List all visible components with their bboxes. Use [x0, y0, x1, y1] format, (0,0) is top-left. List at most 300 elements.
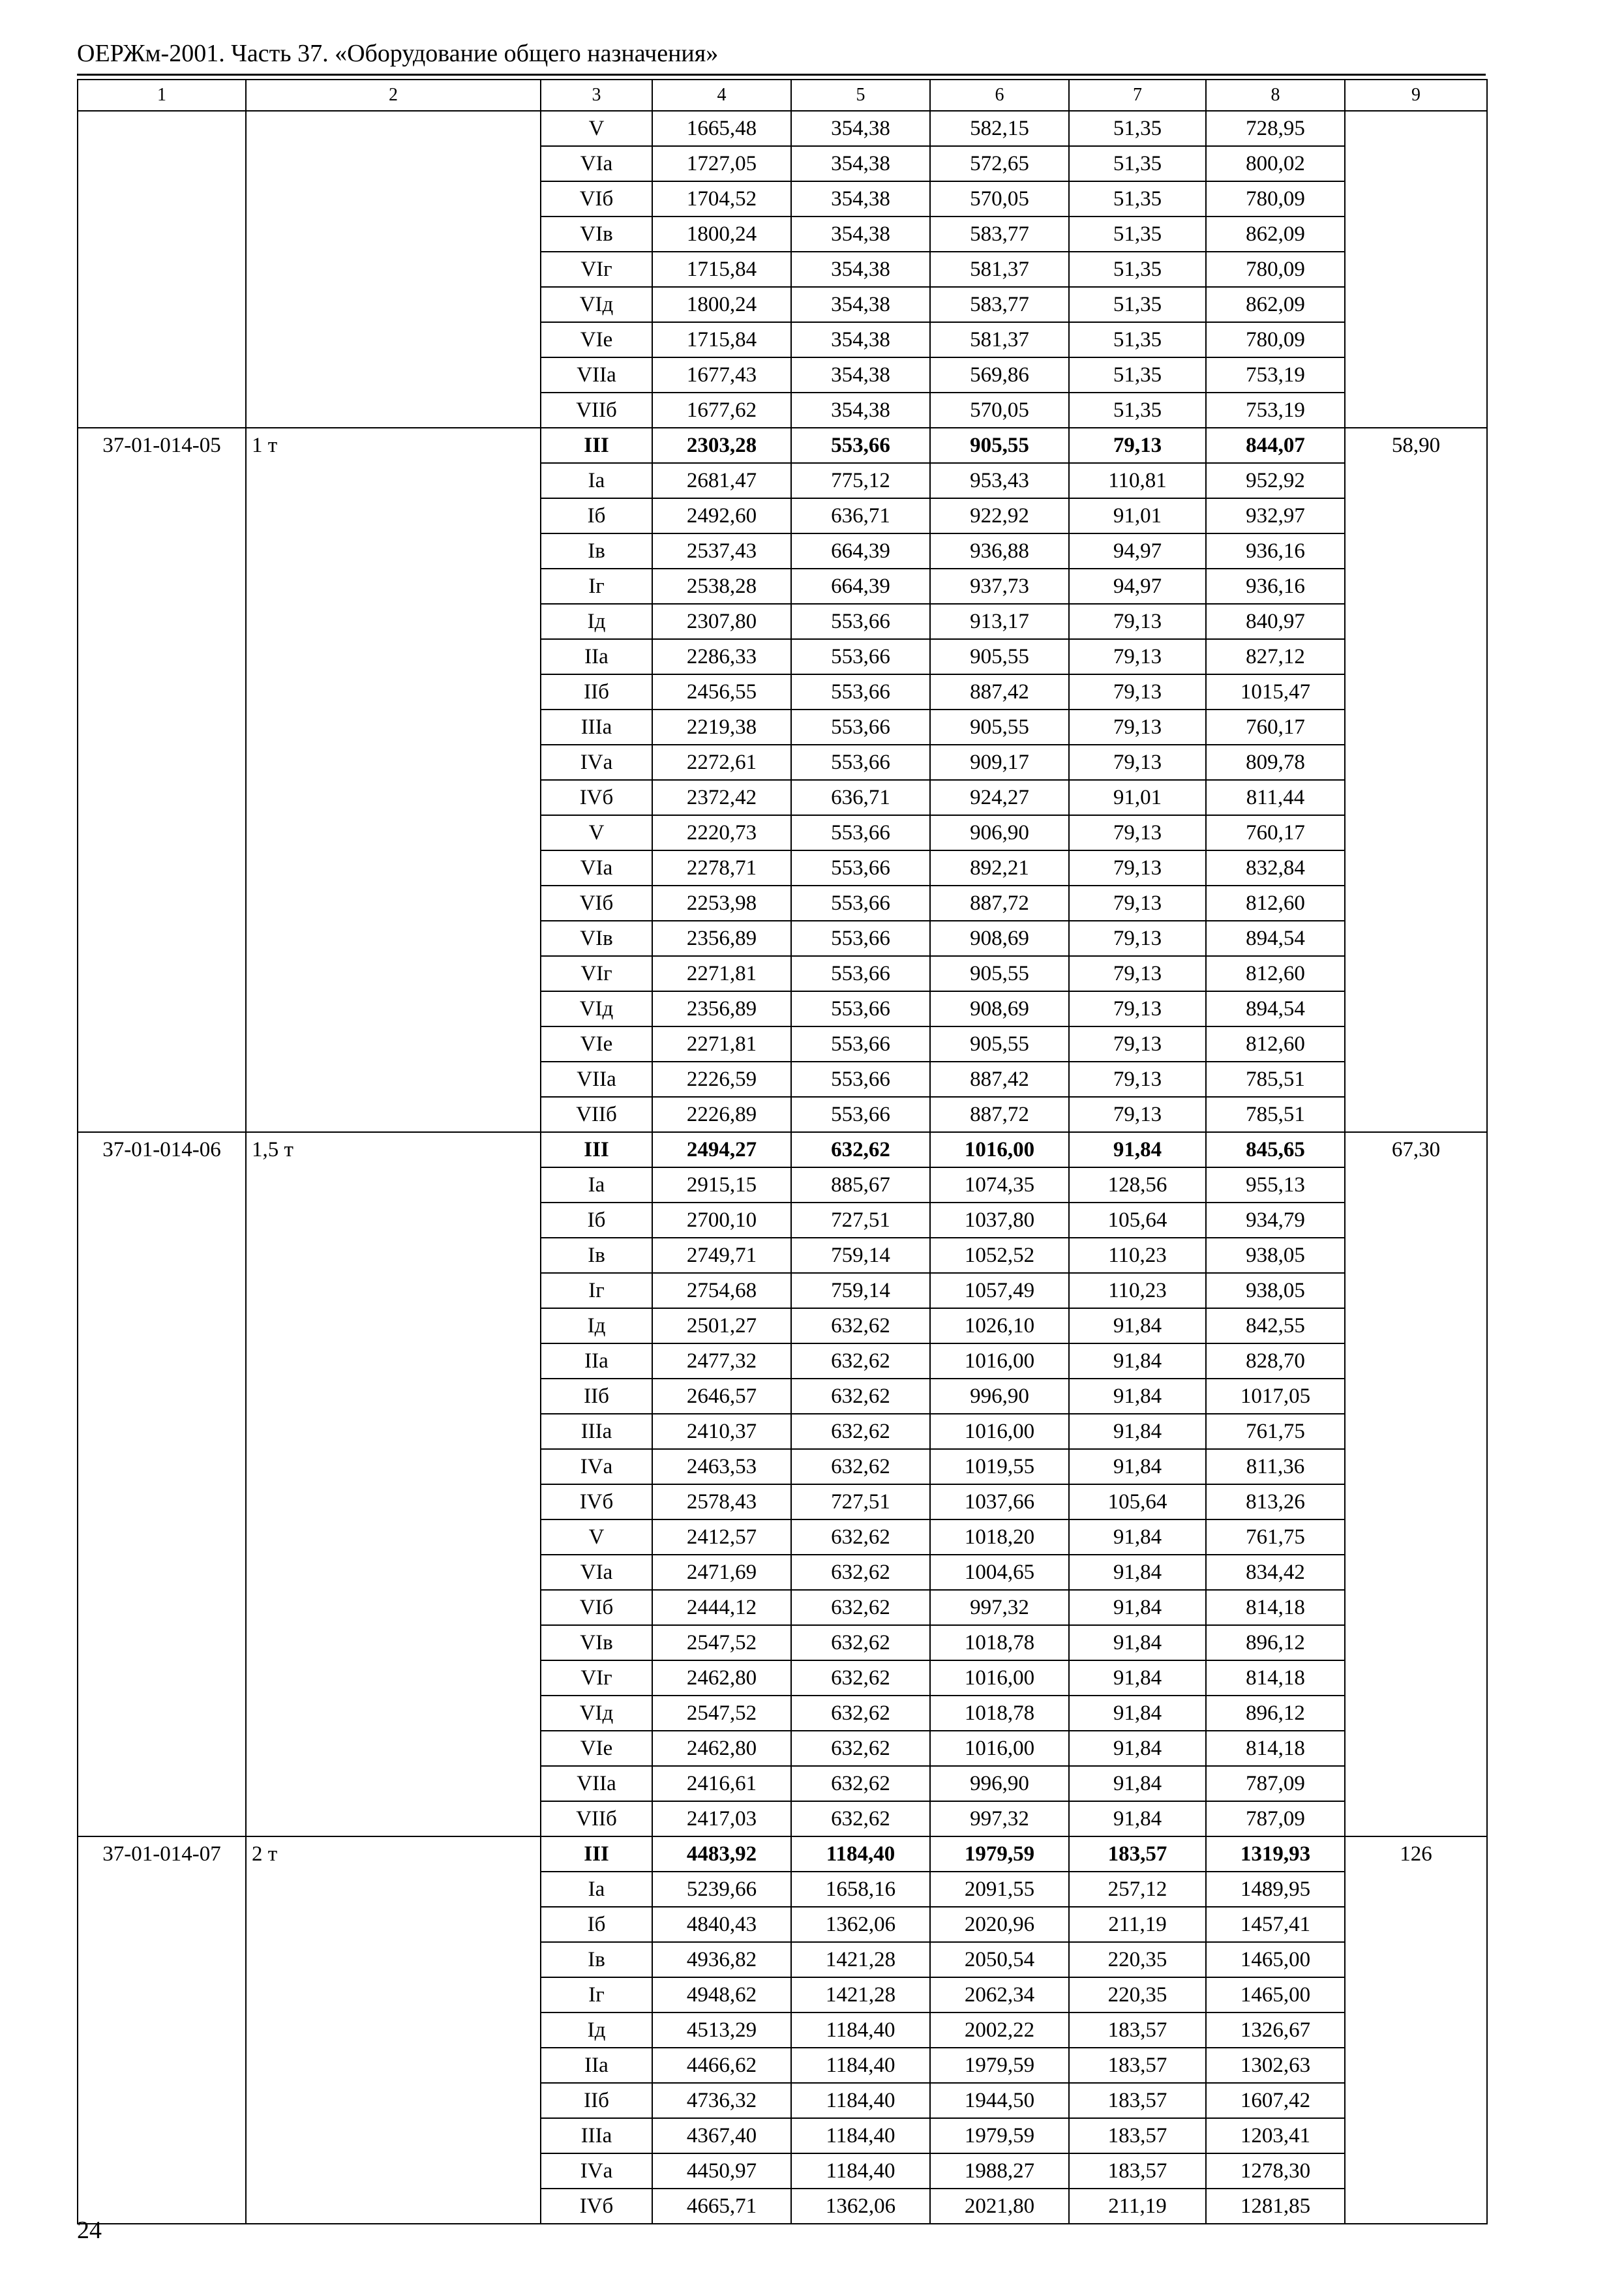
value-cell: 812,60 [1206, 886, 1345, 921]
column-number: 5 [791, 80, 930, 111]
value-cell: 79,13 [1069, 956, 1206, 991]
value-cell: 354,38 [791, 252, 930, 287]
value-cell: 211,19 [1069, 2189, 1206, 2224]
value-cell: 632,62 [791, 1660, 930, 1696]
zone-cell: VIа [541, 850, 652, 886]
value-cell: 800,02 [1206, 146, 1345, 181]
value-cell: 2062,34 [930, 1977, 1069, 2012]
zone-cell: IIа [541, 2048, 652, 2083]
value-cell: 354,38 [791, 357, 930, 393]
value-cell: 1665,48 [652, 111, 791, 146]
value-cell: 2537,43 [652, 533, 791, 569]
value-cell: 905,55 [930, 956, 1069, 991]
value-cell: 79,13 [1069, 921, 1206, 956]
value-cell: 2226,59 [652, 1062, 791, 1097]
value-cell: 91,84 [1069, 1343, 1206, 1379]
value-cell: 1203,41 [1206, 2118, 1345, 2153]
value-cell: 828,70 [1206, 1343, 1345, 1379]
value-cell: 581,37 [930, 322, 1069, 357]
value-cell: 1715,84 [652, 252, 791, 287]
value-cell: 753,19 [1206, 393, 1345, 428]
value-cell: 4367,40 [652, 2118, 791, 2153]
value-cell: 2271,81 [652, 956, 791, 991]
zone-cell: VIг [541, 956, 652, 991]
zone-cell: Iд [541, 604, 652, 639]
zone-cell: VIв [541, 1625, 652, 1660]
value-cell: 354,38 [791, 217, 930, 252]
value-cell: 2253,98 [652, 886, 791, 921]
value-cell: 913,17 [930, 604, 1069, 639]
column-number: 4 [652, 80, 791, 111]
zone-cell: VIд [541, 1696, 652, 1731]
value-cell: 2271,81 [652, 1026, 791, 1062]
value-cell: 2915,15 [652, 1167, 791, 1203]
zone-cell: VIд [541, 991, 652, 1026]
value-cell: 91,84 [1069, 1696, 1206, 1731]
value-cell: 5239,66 [652, 1872, 791, 1907]
value-cell: 632,62 [791, 1379, 930, 1414]
value-cell: 827,12 [1206, 639, 1345, 674]
value-cell: 862,09 [1206, 287, 1345, 322]
value-cell: 1057,49 [930, 1273, 1069, 1308]
value-cell: 809,78 [1206, 745, 1345, 780]
value-cell: 553,66 [791, 674, 930, 710]
value-cell: 2021,80 [930, 2189, 1069, 2224]
zone-cell: V [541, 111, 652, 146]
value-cell: 4450,97 [652, 2153, 791, 2189]
value-cell: 1184,40 [791, 2083, 930, 2118]
value-cell: 94,97 [1069, 533, 1206, 569]
value-cell: 553,66 [791, 815, 930, 850]
value-cell: 953,43 [930, 463, 1069, 498]
column-number: 7 [1069, 80, 1206, 111]
zone-cell: VIIб [541, 1801, 652, 1836]
value-cell: 632,62 [791, 1414, 930, 1449]
zone-cell: Iа [541, 1167, 652, 1203]
value-cell: 885,67 [791, 1167, 930, 1203]
value-cell: 2091,55 [930, 1872, 1069, 1907]
value-cell: 354,38 [791, 181, 930, 217]
value-cell: 91,84 [1069, 1660, 1206, 1696]
zone-cell: VIIб [541, 393, 652, 428]
value-cell: 632,62 [791, 1801, 930, 1836]
value-cell: 79,13 [1069, 674, 1206, 710]
zone-cell: Iа [541, 1872, 652, 1907]
value-cell: 905,55 [930, 639, 1069, 674]
value-cell: 1326,67 [1206, 2012, 1345, 2048]
zone-cell: IIIа [541, 710, 652, 745]
value-cell: 934,79 [1206, 1203, 1345, 1238]
group-col9: 58,90 [1345, 428, 1487, 1132]
value-cell: 91,84 [1069, 1519, 1206, 1555]
value-cell: 1677,43 [652, 357, 791, 393]
value-cell: 632,62 [791, 1343, 930, 1379]
value-cell: 2700,10 [652, 1203, 791, 1238]
value-cell: 2050,54 [930, 1942, 1069, 1977]
zone-cell: VIа [541, 146, 652, 181]
zone-cell: V [541, 815, 652, 850]
value-cell: 938,05 [1206, 1238, 1345, 1273]
value-cell: 896,12 [1206, 1625, 1345, 1660]
value-cell: 1016,00 [930, 1660, 1069, 1696]
value-cell: 4466,62 [652, 2048, 791, 2083]
zone-cell: III [541, 1132, 652, 1167]
value-cell: 105,64 [1069, 1203, 1206, 1238]
value-cell: 632,62 [791, 1308, 930, 1343]
value-cell: 636,71 [791, 498, 930, 533]
value-cell: 1704,52 [652, 181, 791, 217]
group-code: 37-01-014-05 [78, 428, 246, 1132]
value-cell: 1019,55 [930, 1449, 1069, 1484]
value-cell: 354,38 [791, 146, 930, 181]
rates-table-body [78, 80, 1487, 2224]
value-cell: 79,13 [1069, 991, 1206, 1026]
value-cell: 840,97 [1206, 604, 1345, 639]
value-cell: 922,92 [930, 498, 1069, 533]
zone-cell: IIб [541, 2083, 652, 2118]
value-cell: 1362,06 [791, 2189, 930, 2224]
zone-cell: VIа [541, 1555, 652, 1590]
value-cell: 1979,59 [930, 2118, 1069, 2153]
value-cell: 91,01 [1069, 498, 1206, 533]
value-cell: 1800,24 [652, 217, 791, 252]
value-cell: 79,13 [1069, 886, 1206, 921]
value-cell: 632,62 [791, 1132, 930, 1167]
value-cell: 257,12 [1069, 1872, 1206, 1907]
value-cell: 91,84 [1069, 1590, 1206, 1625]
value-cell: 2220,73 [652, 815, 791, 850]
value-cell: 79,13 [1069, 710, 1206, 745]
value-cell: 183,57 [1069, 2048, 1206, 2083]
zone-cell: Iв [541, 1238, 652, 1273]
value-cell: 862,09 [1206, 217, 1345, 252]
value-cell: 581,37 [930, 252, 1069, 287]
page-header-title: ОЕРЖм-2001. Часть 37. «Оборудование общего назначения» [77, 40, 719, 67]
value-cell: 2417,03 [652, 1801, 791, 1836]
value-cell: 91,84 [1069, 1731, 1206, 1766]
value-cell: 1016,00 [930, 1414, 1069, 1449]
value-cell: 845,65 [1206, 1132, 1345, 1167]
zone-cell: IIIа [541, 2118, 652, 2153]
zone-cell: Iа [541, 463, 652, 498]
value-cell: 4948,62 [652, 1977, 791, 2012]
value-cell: 753,19 [1206, 357, 1345, 393]
value-cell: 79,13 [1069, 604, 1206, 639]
value-cell: 814,18 [1206, 1660, 1345, 1696]
value-cell: 553,66 [791, 850, 930, 886]
header-rule [77, 74, 1486, 76]
value-cell: 1184,40 [791, 2118, 930, 2153]
value-cell: 1018,78 [930, 1696, 1069, 1731]
value-cell: 936,88 [930, 533, 1069, 569]
zone-cell: IVа [541, 2153, 652, 2189]
value-cell: 842,55 [1206, 1308, 1345, 1343]
value-cell: 2372,42 [652, 780, 791, 815]
value-cell: 844,07 [1206, 428, 1345, 463]
value-cell: 2754,68 [652, 1273, 791, 1308]
zone-cell: IIа [541, 639, 652, 674]
value-cell: 1184,40 [791, 2012, 930, 2048]
value-cell: 727,51 [791, 1203, 930, 1238]
value-cell: 2307,80 [652, 604, 791, 639]
value-cell: 905,55 [930, 1026, 1069, 1062]
value-cell: 997,32 [930, 1801, 1069, 1836]
value-cell: 110,23 [1069, 1238, 1206, 1273]
value-cell: 894,54 [1206, 921, 1345, 956]
value-cell: 813,26 [1206, 1484, 1345, 1519]
value-cell: 760,17 [1206, 710, 1345, 745]
column-number: 1 [78, 80, 246, 111]
value-cell: 1017,05 [1206, 1379, 1345, 1414]
value-cell: 2501,27 [652, 1308, 791, 1343]
value-cell: 1016,00 [930, 1132, 1069, 1167]
zone-cell: VIIб [541, 1097, 652, 1132]
value-cell: 892,21 [930, 850, 1069, 886]
value-cell: 1037,66 [930, 1484, 1069, 1519]
group-code: 37-01-014-07 [78, 1836, 246, 2224]
zone-cell: VIб [541, 181, 652, 217]
zone-cell: IIб [541, 1379, 652, 1414]
zone-cell: VIв [541, 921, 652, 956]
value-cell: 632,62 [791, 1625, 930, 1660]
zone-cell: Iб [541, 498, 652, 533]
zone-cell: VIе [541, 1026, 652, 1062]
zone-cell: IVа [541, 745, 652, 780]
value-cell: 936,16 [1206, 533, 1345, 569]
value-cell: 79,13 [1069, 1097, 1206, 1132]
value-cell: 1988,27 [930, 2153, 1069, 2189]
value-cell: 2462,80 [652, 1660, 791, 1696]
value-cell: 91,84 [1069, 1555, 1206, 1590]
value-cell: 632,62 [791, 1519, 930, 1555]
value-cell: 91,84 [1069, 1414, 1206, 1449]
value-cell: 887,42 [930, 674, 1069, 710]
value-cell: 583,77 [930, 217, 1069, 252]
value-cell: 1465,00 [1206, 1942, 1345, 1977]
value-cell: 354,38 [791, 393, 930, 428]
zone-cell: IVб [541, 1484, 652, 1519]
value-cell: 1016,00 [930, 1343, 1069, 1379]
value-cell: 79,13 [1069, 1062, 1206, 1097]
value-cell: 1421,28 [791, 1942, 930, 1977]
group-col9: 67,30 [1345, 1132, 1487, 1836]
value-cell: 632,62 [791, 1590, 930, 1625]
value-cell: 832,84 [1206, 850, 1345, 886]
value-cell: 896,12 [1206, 1696, 1345, 1731]
value-cell: 2356,89 [652, 921, 791, 956]
column-number-row [78, 80, 1487, 111]
value-cell: 785,51 [1206, 1062, 1345, 1097]
table-row [78, 111, 1487, 146]
value-cell: 91,84 [1069, 1449, 1206, 1484]
value-cell: 354,38 [791, 111, 930, 146]
value-cell: 570,05 [930, 393, 1069, 428]
zone-cell: V [541, 1519, 652, 1555]
value-cell: 51,35 [1069, 111, 1206, 146]
value-cell: 51,35 [1069, 146, 1206, 181]
value-cell: 761,75 [1206, 1519, 1345, 1555]
value-cell: 2578,43 [652, 1484, 791, 1519]
value-cell: 2002,22 [930, 2012, 1069, 2048]
value-cell: 1015,47 [1206, 674, 1345, 710]
value-cell: 91,84 [1069, 1625, 1206, 1660]
value-cell: 759,14 [791, 1238, 930, 1273]
zone-cell: IVа [541, 1449, 652, 1484]
value-cell: 812,60 [1206, 1026, 1345, 1062]
zone-cell: VIб [541, 1590, 652, 1625]
zone-cell: VIб [541, 886, 652, 921]
zone-cell: IIб [541, 674, 652, 710]
zone-cell: Iв [541, 533, 652, 569]
value-cell: 2412,57 [652, 1519, 791, 1555]
group-name: 1,5 т [246, 1132, 541, 1836]
value-cell: 553,66 [791, 991, 930, 1026]
value-cell: 128,56 [1069, 1167, 1206, 1203]
value-cell: 183,57 [1069, 2153, 1206, 2189]
value-cell: 105,64 [1069, 1484, 1206, 1519]
value-cell: 572,65 [930, 146, 1069, 181]
value-cell: 1026,10 [930, 1308, 1069, 1343]
zone-cell: VIд [541, 287, 652, 322]
value-cell: 932,97 [1206, 498, 1345, 533]
zone-cell: Iд [541, 2012, 652, 2048]
value-cell: 1800,24 [652, 287, 791, 322]
value-cell: 51,35 [1069, 357, 1206, 393]
value-cell: 1489,95 [1206, 1872, 1345, 1907]
zone-cell: VIIа [541, 1062, 652, 1097]
value-cell: 79,13 [1069, 815, 1206, 850]
value-cell: 2681,47 [652, 463, 791, 498]
value-cell: 632,62 [791, 1696, 930, 1731]
value-cell: 4513,29 [652, 2012, 791, 2048]
value-cell: 2226,89 [652, 1097, 791, 1132]
value-cell: 1715,84 [652, 322, 791, 357]
value-cell: 553,66 [791, 1026, 930, 1062]
zone-cell: Iб [541, 1907, 652, 1942]
value-cell: 2547,52 [652, 1625, 791, 1660]
value-cell: 51,35 [1069, 217, 1206, 252]
value-cell: 2278,71 [652, 850, 791, 886]
value-cell: 952,92 [1206, 463, 1345, 498]
value-cell: 183,57 [1069, 1836, 1206, 1872]
zone-cell: VIв [541, 217, 652, 252]
value-cell: 553,66 [791, 1062, 930, 1097]
value-cell: 938,05 [1206, 1273, 1345, 1308]
zone-cell: Iг [541, 569, 652, 604]
value-cell: 814,18 [1206, 1731, 1345, 1766]
value-cell: 1457,41 [1206, 1907, 1345, 1942]
value-cell: 780,09 [1206, 322, 1345, 357]
value-cell: 1281,85 [1206, 2189, 1345, 2224]
zone-cell: IVб [541, 780, 652, 815]
value-cell: 553,66 [791, 921, 930, 956]
column-number: 6 [930, 80, 1069, 111]
value-cell: 4840,43 [652, 1907, 791, 1942]
value-cell: 905,55 [930, 710, 1069, 745]
group-code [78, 111, 246, 428]
value-cell: 664,39 [791, 569, 930, 604]
value-cell: 2286,33 [652, 639, 791, 674]
value-cell: 79,13 [1069, 745, 1206, 780]
value-cell: 91,84 [1069, 1379, 1206, 1414]
zone-cell: VIIа [541, 357, 652, 393]
value-cell: 211,19 [1069, 1907, 1206, 1942]
value-cell: 1037,80 [930, 1203, 1069, 1238]
value-cell: 775,12 [791, 463, 930, 498]
value-cell: 1184,40 [791, 1836, 930, 1872]
zone-cell: VIг [541, 1660, 652, 1696]
table-row [78, 428, 1487, 463]
value-cell: 1979,59 [930, 1836, 1069, 1872]
value-cell: 632,62 [791, 1731, 930, 1766]
value-cell: 51,35 [1069, 252, 1206, 287]
column-number: 8 [1206, 80, 1345, 111]
value-cell: 553,66 [791, 639, 930, 674]
value-cell: 760,17 [1206, 815, 1345, 850]
value-cell: 51,35 [1069, 393, 1206, 428]
group-name: 2 т [246, 1836, 541, 2224]
group-code: 37-01-014-06 [78, 1132, 246, 1836]
value-cell: 996,90 [930, 1766, 1069, 1801]
zone-cell: Iд [541, 1308, 652, 1343]
value-cell: 79,13 [1069, 1026, 1206, 1062]
value-cell: 1607,42 [1206, 2083, 1345, 2118]
zone-cell: IIIа [541, 1414, 652, 1449]
value-cell: 632,62 [791, 1766, 930, 1801]
value-cell: 79,13 [1069, 639, 1206, 674]
value-cell: 814,18 [1206, 1590, 1345, 1625]
value-cell: 4483,92 [652, 1836, 791, 1872]
value-cell: 728,95 [1206, 111, 1345, 146]
value-cell: 787,09 [1206, 1801, 1345, 1836]
value-cell: 811,44 [1206, 780, 1345, 815]
value-cell: 553,66 [791, 604, 930, 639]
value-cell: 1319,93 [1206, 1836, 1345, 1872]
value-cell: 2492,60 [652, 498, 791, 533]
value-cell: 91,84 [1069, 1132, 1206, 1167]
value-cell: 908,69 [930, 991, 1069, 1026]
value-cell: 1052,52 [930, 1238, 1069, 1273]
value-cell: 2471,69 [652, 1555, 791, 1590]
zone-cell: IVб [541, 2189, 652, 2224]
column-number: 2 [246, 80, 541, 111]
value-cell: 727,51 [791, 1484, 930, 1519]
value-cell: 1184,40 [791, 2048, 930, 2083]
value-cell: 908,69 [930, 921, 1069, 956]
value-cell: 110,81 [1069, 463, 1206, 498]
value-cell: 4936,82 [652, 1942, 791, 1977]
value-cell: 664,39 [791, 533, 930, 569]
value-cell: 2303,28 [652, 428, 791, 463]
value-cell: 2410,37 [652, 1414, 791, 1449]
value-cell: 2462,80 [652, 1731, 791, 1766]
value-cell: 91,84 [1069, 1766, 1206, 1801]
value-cell: 887,72 [930, 1097, 1069, 1132]
value-cell: 110,23 [1069, 1273, 1206, 1308]
value-cell: 79,13 [1069, 850, 1206, 886]
zone-cell: IIа [541, 1343, 652, 1379]
value-cell: 2646,57 [652, 1379, 791, 1414]
value-cell: 936,16 [1206, 569, 1345, 604]
value-cell: 354,38 [791, 322, 930, 357]
value-cell: 2456,55 [652, 674, 791, 710]
value-cell: 759,14 [791, 1273, 930, 1308]
value-cell: 2538,28 [652, 569, 791, 604]
value-cell: 1018,78 [930, 1625, 1069, 1660]
value-cell: 553,66 [791, 956, 930, 991]
value-cell: 894,54 [1206, 991, 1345, 1026]
value-cell: 2444,12 [652, 1590, 791, 1625]
